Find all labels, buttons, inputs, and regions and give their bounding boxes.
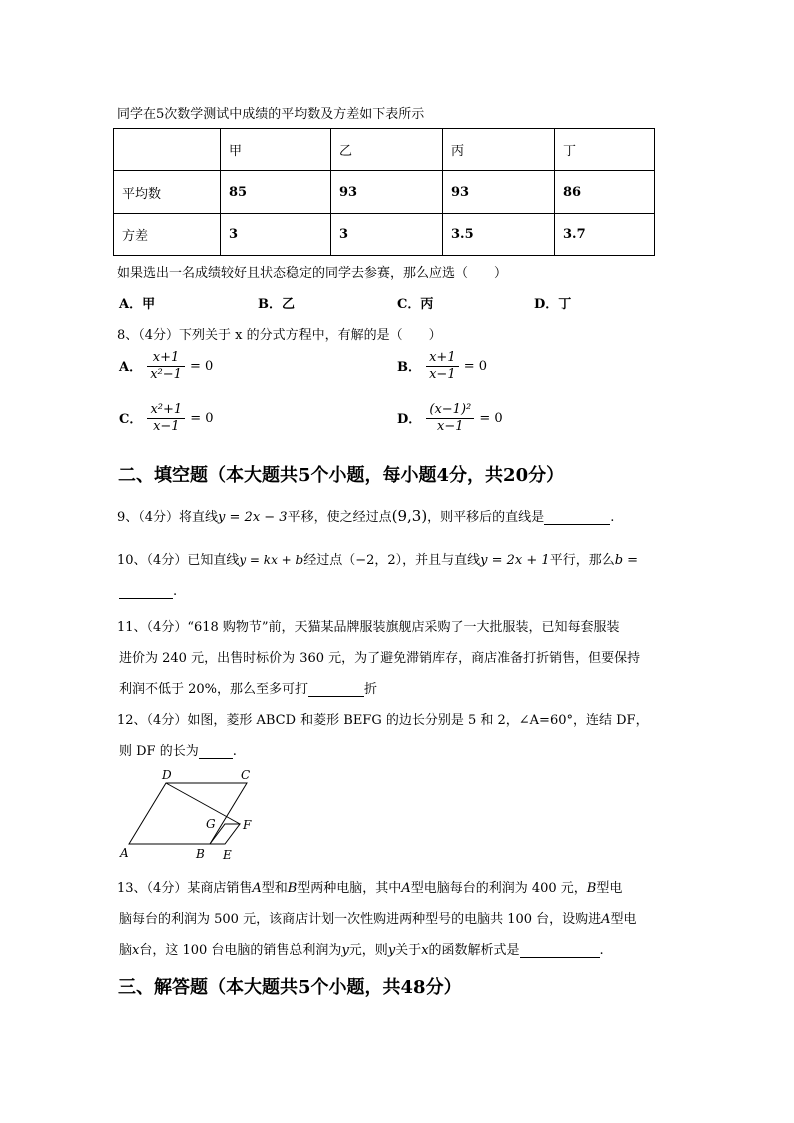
equals-zero: = 0 [190, 411, 214, 426]
q7-question: 如果选出一名成绩较好且状态稳定的同学去参赛，那么应选（ ） [117, 266, 508, 281]
q10-answer-blank[interactable] [119, 598, 173, 599]
q10-text: 平行，那么 [549, 553, 615, 568]
q11-line-3 [119, 678, 377, 697]
table-header-cell: 丙 [443, 129, 555, 171]
q13-text: 13、（4分）某商店销售 [117, 881, 253, 896]
table-header-cell: 甲 [221, 129, 331, 171]
q13-text: 关于 [395, 943, 422, 958]
q9-point: (9,3) [391, 507, 428, 525]
q13-end: . [599, 943, 604, 958]
table-row [114, 214, 655, 256]
section-heading-solutions: 三、解答题（本大题共5个小题，共48分） [118, 977, 462, 998]
q13-text: 型和 [261, 881, 288, 896]
q13-text: 型电 [596, 881, 623, 896]
q8-option-c [119, 402, 214, 435]
q12-line-1: 12、（4分）如图，菱形 ABCD 和菱形 BEFG 的边长分别是 5 和 2，∠A=60°，连结 DF， [117, 713, 649, 728]
rhombus-figure [110, 762, 270, 864]
table-cell: 3 [331, 214, 443, 256]
fraction [426, 402, 474, 435]
q10 [117, 549, 638, 568]
q13-var: A [601, 912, 611, 927]
q10-equation-2: y = 2x + 1 [480, 553, 550, 568]
q13-var: y [387, 943, 396, 958]
q11-line-2: 进价为 240 元，出售时标价为 360 元，为了避免滞销库存，商店准备打折销售，但要保持 [119, 651, 641, 666]
segment-df [166, 783, 240, 824]
fraction [426, 350, 459, 383]
denominator: x²−1 [150, 367, 182, 382]
denominator: x−1 [437, 419, 464, 434]
table-cell: 93 [443, 171, 555, 214]
q11-answer-blank[interactable] [308, 696, 364, 697]
denominator: x−1 [153, 419, 180, 434]
q8-stem: 8、（4分）下列关于 x 的分式方程中，有解的是（ ） [117, 328, 442, 343]
q7-option-a: A．甲 [119, 297, 156, 312]
stats-table [113, 128, 655, 256]
table-cell: 3 [221, 214, 331, 256]
q13-text: 型电脑每台的利润为 400 元， [410, 881, 587, 896]
q13-answer-blank[interactable] [520, 957, 600, 958]
q10-text: 10、（4分）已知直线 [117, 553, 240, 568]
q13-text: 型两种电脑，其中 [297, 881, 402, 896]
q13-var: x [421, 943, 429, 958]
equals-zero: = 0 [479, 411, 503, 426]
q9-equation: y = 2x − 3 [218, 510, 288, 525]
q12-answer-blank[interactable] [199, 758, 233, 759]
q7-option-c: C．丙 [397, 297, 434, 312]
q10-equation-1: y = kx + b [239, 553, 304, 567]
q7-option-d: D．丁 [534, 297, 572, 312]
q12-line-2 [119, 740, 237, 759]
equals-zero: = 0 [190, 359, 214, 374]
q13-var: y [341, 943, 349, 958]
q10-b-var: b = [614, 553, 639, 568]
label-f: F [243, 818, 252, 832]
q13-text: 脑 [119, 943, 133, 958]
table-row [114, 171, 655, 214]
label-c: C [241, 768, 251, 782]
q7-option-b: B．乙 [258, 297, 295, 312]
q13-text: 的函数解析式是 [428, 943, 520, 958]
label-d: D [162, 768, 172, 782]
table-header-row [114, 129, 655, 171]
q9-text: ，则平移后的直线是 [427, 510, 545, 525]
section-heading-fill-in: 二、填空题（本大题共5个小题，每小题4分，共20分） [118, 465, 565, 486]
table-cell: 平均数 [114, 171, 221, 214]
q13-text: 型电 [610, 912, 637, 927]
q13-var: A [252, 881, 262, 896]
numerator: (x−1)² [426, 402, 474, 419]
q13-var: B [287, 881, 298, 896]
equals-zero: = 0 [463, 359, 487, 374]
table-cell: 方差 [114, 214, 221, 256]
q11-text: 折 [364, 682, 378, 697]
q13-text: 脑每台的利润为 500 元，该商店计划一次性购进两种型号的电脑共 100 台，设购进 [119, 912, 602, 927]
table-cell: 93 [331, 171, 443, 214]
rhombus-abcd [129, 783, 247, 844]
fraction [147, 350, 185, 383]
option-label: D． [397, 412, 422, 427]
q8-option-d [397, 402, 503, 435]
label-g: G [206, 817, 216, 831]
label-a: A [120, 846, 129, 860]
q12-text: 则 DF 的长为 [119, 744, 199, 759]
label-e: E [223, 848, 232, 862]
q13-var: x [132, 943, 140, 958]
table-intro: 同学在5次数学测试中成绩的平均数及方差如下表所示 [117, 107, 425, 122]
q13-var: B [586, 881, 597, 896]
q11-text: 利润不低于 20%，那么至多可打 [119, 682, 309, 697]
numerator: x+1 [147, 350, 185, 367]
q9 [117, 506, 614, 525]
label-b: B [196, 847, 205, 861]
q12-end: . [232, 744, 237, 759]
table-header-cell: 乙 [331, 129, 443, 171]
q9-text: 9、（4分）将直线 [117, 510, 219, 525]
q9-answer-blank[interactable] [544, 524, 610, 525]
option-label: A． [119, 360, 143, 375]
q8-option-a [119, 350, 213, 383]
table-cell: 3.5 [443, 214, 555, 256]
denominator: x−1 [429, 367, 456, 382]
q8-option-b [397, 350, 487, 383]
numerator: x+1 [426, 350, 459, 367]
q13-line-3 [119, 939, 604, 958]
table-cell: 3.7 [555, 214, 655, 256]
q10-end: . [173, 584, 178, 599]
q10-text: 经过点（−2，2），并且与直线 [303, 553, 481, 568]
q11-line-1: 11、（4分）“618 购物节”前，天猫某品牌服装旗舰店采购了一大批服装，已知每套服装 [117, 620, 620, 635]
q13-var: A [401, 881, 411, 896]
option-label: C． [119, 412, 143, 427]
option-label: B． [397, 360, 421, 375]
q10-answer-line [119, 584, 177, 599]
table-cell: 85 [221, 171, 331, 214]
table-header-cell [114, 129, 221, 171]
fraction [147, 402, 185, 435]
numerator: x²+1 [147, 402, 185, 419]
q9-text: 平移，使之经过点 [287, 510, 392, 525]
q13-line-2 [119, 908, 637, 927]
q13-text: 元，则 [348, 943, 388, 958]
q13-line-1 [117, 877, 622, 896]
table-header-cell: 丁 [555, 129, 655, 171]
q13-text: 台，这 100 台电脑的销售总利润为 [139, 943, 342, 958]
table-cell: 86 [555, 171, 655, 214]
q9-end: . [610, 510, 615, 525]
